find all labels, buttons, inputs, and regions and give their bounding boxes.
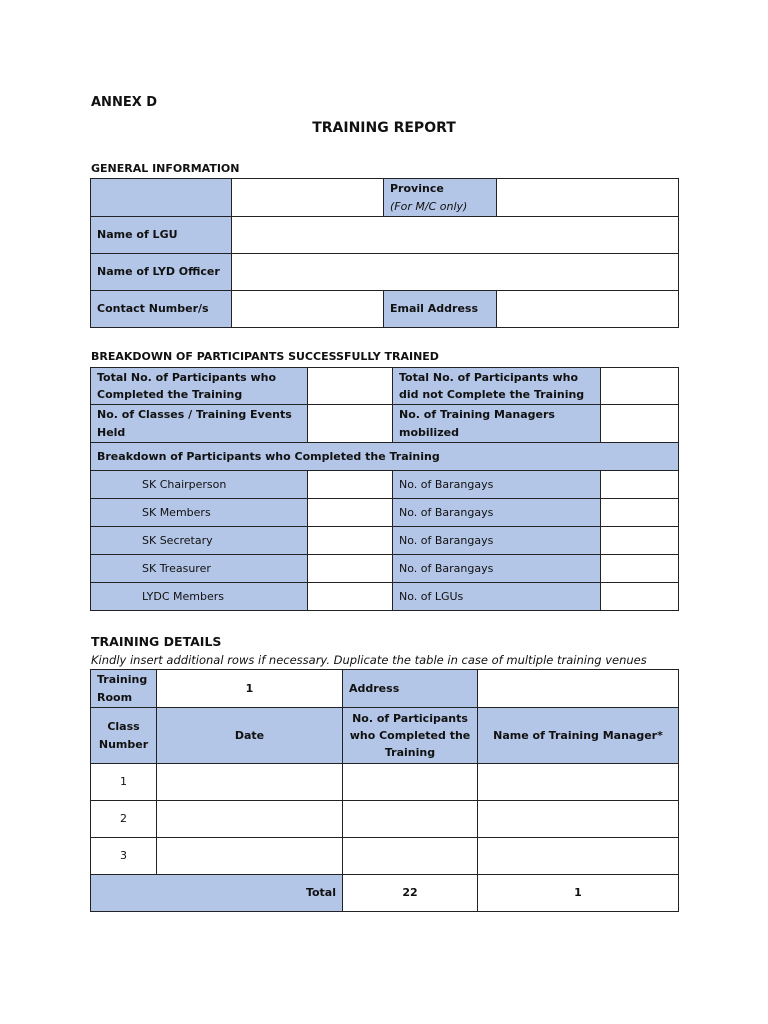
total-participants: 22: [343, 875, 478, 912]
role-count-field[interactable]: [308, 471, 393, 499]
role-count-field[interactable]: [308, 583, 393, 611]
province-field[interactable]: [497, 179, 679, 217]
participants-field[interactable]: [343, 838, 478, 875]
table-row: [91, 670, 679, 708]
table-row: [91, 875, 679, 912]
total-managers: 1: [478, 875, 679, 912]
table-row: [91, 708, 679, 764]
annex-label: ANNEX D: [91, 95, 158, 110]
breakdown-subheading: Breakdown of Participants who Completed the Training: [91, 443, 679, 471]
role-count-field[interactable]: [308, 527, 393, 555]
officer-label: Name of LYD Officer: [91, 254, 232, 291]
table-row: [91, 583, 679, 611]
total-label: Total: [91, 875, 343, 912]
role-label: SK Treasurer: [91, 555, 308, 583]
managers-label: No. of Training Managers mobilized: [393, 405, 601, 443]
table-row: [91, 764, 679, 801]
col-class-header: Class Number: [91, 708, 157, 764]
class-number: 1: [91, 764, 157, 801]
unit-count-field[interactable]: [601, 499, 679, 527]
address-field[interactable]: [478, 670, 679, 708]
table-row: [91, 471, 679, 499]
date-field[interactable]: [157, 801, 343, 838]
col-date-header: Date: [157, 708, 343, 764]
table-row: [91, 291, 679, 328]
province-label-cell: [384, 179, 497, 217]
unit-count-field[interactable]: [601, 471, 679, 499]
room-label: Training Room: [91, 670, 157, 708]
role-count-field[interactable]: [308, 499, 393, 527]
role-count-field[interactable]: [308, 555, 393, 583]
table-row: [91, 838, 679, 875]
col-manager-header: Name of Training Manager*: [478, 708, 679, 764]
manager-field[interactable]: [478, 801, 679, 838]
email-field[interactable]: [497, 291, 679, 328]
role-label: SK Secretary: [91, 527, 308, 555]
contact-label: Contact Number/s: [91, 291, 232, 328]
contact-field[interactable]: [232, 291, 384, 328]
training-details-table: [90, 669, 679, 912]
breakdown-table: [90, 367, 679, 611]
total-completed-label: Total No. of Participants who Completed the Training: [91, 368, 308, 405]
table-row: [91, 179, 679, 217]
table-row: [91, 405, 679, 443]
table-row: [91, 254, 679, 291]
participants-field[interactable]: [343, 764, 478, 801]
table-row: [91, 555, 679, 583]
lgu-field[interactable]: [232, 217, 679, 254]
role-label: LYDC Members: [91, 583, 308, 611]
table-row: [91, 801, 679, 838]
unit-label: No. of Barangays: [393, 527, 601, 555]
table-row: [91, 368, 679, 405]
table-row: [91, 527, 679, 555]
page-title: TRAINING REPORT: [312, 120, 456, 136]
blank-value-field[interactable]: [232, 179, 384, 217]
training-details-heading: TRAINING DETAILS: [91, 634, 222, 649]
unit-count-field[interactable]: [601, 527, 679, 555]
total-not-completed-label: Total No. of Participants who did not Complete the Training: [393, 368, 601, 405]
province-label: Province: [390, 182, 444, 196]
unit-label: No. of Barangays: [393, 499, 601, 527]
officer-field[interactable]: [232, 254, 679, 291]
blank-label-cell: [91, 179, 232, 217]
lgu-label: Name of LGU: [91, 217, 232, 254]
classes-label: No. of Classes / Training Events Held: [91, 405, 308, 443]
classes-field[interactable]: [308, 405, 393, 443]
unit-count-field[interactable]: [601, 583, 679, 611]
table-row: [91, 217, 679, 254]
participants-field[interactable]: [343, 801, 478, 838]
date-field[interactable]: [157, 764, 343, 801]
table-row: [91, 499, 679, 527]
unit-label: No. of LGUs: [393, 583, 601, 611]
total-completed-field[interactable]: [308, 368, 393, 405]
managers-field[interactable]: [601, 405, 679, 443]
class-number: 3: [91, 838, 157, 875]
total-not-completed-field[interactable]: [601, 368, 679, 405]
table-row: [91, 443, 679, 471]
date-field[interactable]: [157, 838, 343, 875]
unit-label: No. of Barangays: [393, 471, 601, 499]
manager-field[interactable]: [478, 764, 679, 801]
general-info-table: [90, 178, 679, 328]
province-note: (For M/C only): [390, 199, 468, 213]
class-number: 2: [91, 801, 157, 838]
general-info-heading: GENERAL INFORMATION: [91, 162, 240, 175]
room-value: 1: [157, 670, 343, 708]
role-label: SK Members: [91, 499, 308, 527]
breakdown-heading: BREAKDOWN OF PARTICIPANTS SUCCESSFULLY TRAINED: [91, 350, 439, 363]
email-label: Email Address: [384, 291, 497, 328]
training-details-note: Kindly insert additional rows if necessary. Duplicate the table in case of multiple training venues: [91, 653, 647, 667]
manager-field[interactable]: [478, 838, 679, 875]
unit-label: No. of Barangays: [393, 555, 601, 583]
unit-count-field[interactable]: [601, 555, 679, 583]
address-label: Address: [343, 670, 478, 708]
col-participants-header: No. of Participants who Completed the Training: [343, 708, 478, 764]
role-label: SK Chairperson: [91, 471, 308, 499]
